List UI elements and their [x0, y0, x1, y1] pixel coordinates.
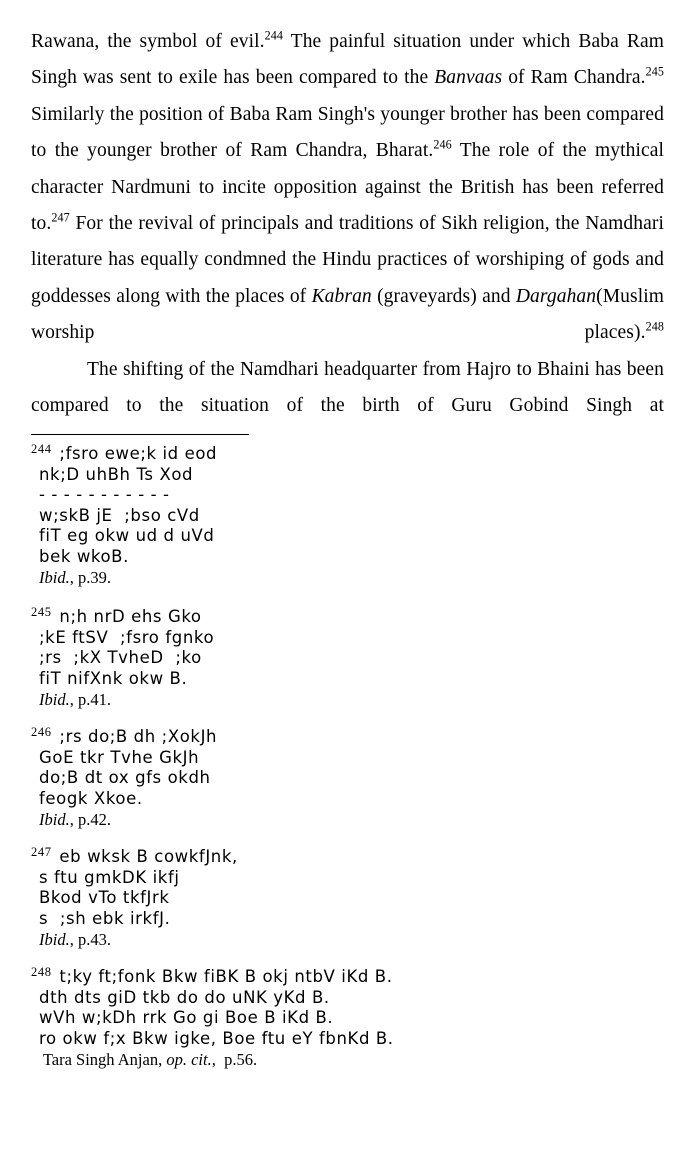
footnote-verse-line: w;skB jE ;bso cVd	[39, 505, 200, 525]
footnote-verse-text: ;rs do;B dh ;XokJh	[53, 727, 218, 746]
footnote-verse-line: bek wkoB.	[39, 546, 129, 566]
italic-term: op. cit.,	[166, 1050, 216, 1069]
body-text-run: Rawana, the symbol of evil.	[31, 31, 265, 52]
footnote-verse-text: t;ky ft;fonk Bkw fiBK B okj ntbV iKd B.	[53, 967, 393, 986]
footnote-verse-text: ;fsro ewe;k id eod	[53, 444, 218, 463]
footnote-verse-line: ;rs ;kX TvheD ;ko	[39, 648, 202, 667]
footnote-separator-rule	[31, 434, 249, 435]
body-text-run: (Muslim worship places).	[31, 285, 664, 344]
citation-run: Tara Singh Anjan,	[39, 1050, 167, 1069]
footnote-reference-marker: 248	[645, 319, 664, 334]
footnote-citation	[31, 929, 671, 951]
footnote-verse-line	[31, 844, 671, 868]
footnote-reference-marker: 246	[433, 137, 452, 152]
footnote-number: 246	[31, 724, 52, 739]
footnote-verse-line: feogk Xkoe.	[39, 788, 143, 808]
footnote-verse-line: s ;sh ebk irkfJ.	[39, 908, 171, 928]
footnote-verse-line: wVh w;kDh rrk Go gi Boe B iKd B.	[39, 1008, 334, 1027]
footnote-verse-line	[31, 964, 671, 988]
body-paragraph	[31, 24, 664, 352]
body-text-run: The painful situation under which Baba Ram Singh was sent to exile has been compared to the	[31, 31, 664, 89]
body-text-run: (graveyards) and	[371, 285, 516, 307]
body-text-run: Similarly the position of Baba Ram Singh's younger brother has been compared to the younger brother of Ram Chandra, Bharat.	[31, 103, 664, 162]
footnote-245	[31, 604, 671, 711]
footnote-247	[31, 844, 671, 951]
italic-term: Banvaas	[434, 67, 503, 89]
italic-term: Ibid.	[39, 568, 70, 587]
citation-run: , p.41.	[69, 690, 111, 709]
footnote-verse-line: Bkod vTo tkfJrk	[39, 888, 170, 907]
footnote-verse-line: dth dts giD tkb do do uNK yKd B.	[39, 987, 330, 1007]
footnote-citation	[31, 809, 671, 831]
footnote-number: 247	[31, 844, 52, 859]
body-text-run: The shifting of the Namdhari headquarter from Hajro to Bhaini has been compared to the situation of the birth of Guru Gobind Singh at	[31, 358, 664, 417]
footnote-248	[31, 964, 671, 1071]
italic-term: Dargahan	[515, 285, 597, 307]
footnote-verse-line: ;kE ftSV ;fsro fgnko	[39, 627, 215, 647]
footnote-verse-text: eb wksk B cowkfJnk,	[53, 847, 238, 866]
footnote-verse-line	[31, 604, 671, 628]
citation-run: , p.43.	[69, 930, 111, 949]
footnote-verse-line: nk;D uhBh Ts Xod	[39, 464, 194, 484]
italic-term: Kabran	[311, 285, 372, 307]
footnote-reference-marker: 244	[264, 28, 284, 43]
body-text-run: The role of the mythical character Nardmuni to incite opposition against the British has been referred to.	[31, 140, 664, 235]
footnote-verse-line: GoE tkr Tvhe GkJh	[39, 747, 200, 767]
body-text-block	[31, 24, 664, 424]
footnote-citation	[31, 567, 671, 589]
footnote-verse-line	[31, 724, 671, 748]
italic-term: Ibid.	[39, 810, 70, 829]
footnote-verse-line: s ftu gmkDK ikfj	[39, 867, 180, 887]
citation-run: , p.42.	[69, 810, 111, 829]
footnote-verse-line: fiT nifXnk okw B.	[39, 668, 188, 688]
body-text-run: For the revival of principals and traditions of Sikh religion, the Namdhari literature has equally condmned the Hindu practices of worshiping of gods and goddesses along with the places of	[31, 213, 664, 307]
footnote-citation	[31, 1049, 671, 1071]
footnote-dashed-divider: - - - - - - - - - - -	[39, 485, 170, 504]
footnote-block	[31, 441, 671, 1078]
footnote-verse-line: ro okw f;x Bkw igke, Boe ftu eY fbnKd B.	[39, 1028, 394, 1048]
footnote-citation	[31, 689, 671, 711]
footnote-verse-line: fiT eg okw ud d uVd	[39, 526, 215, 545]
italic-term: Ibid.	[39, 930, 70, 949]
footnote-number: 244	[31, 441, 52, 456]
footnote-reference-marker: 245	[645, 64, 665, 79]
body-paragraph	[31, 352, 664, 425]
footnote-verse-line	[31, 441, 671, 465]
footnote-verse-text: n;h nrD ehs Gko	[53, 607, 202, 626]
footnote-number: 248	[31, 964, 52, 979]
footnote-number: 245	[31, 604, 52, 619]
citation-run: p.56.	[215, 1050, 258, 1069]
footnote-reference-marker: 247	[51, 210, 70, 225]
citation-run: , p.39.	[69, 568, 111, 587]
footnote-244	[31, 441, 671, 589]
footnote-verse-line: do;B dt ox gfs okdh	[39, 768, 211, 787]
italic-term: Ibid.	[39, 690, 70, 709]
body-text-run: of Ram Chandra.	[502, 67, 646, 89]
footnote-246	[31, 724, 671, 831]
